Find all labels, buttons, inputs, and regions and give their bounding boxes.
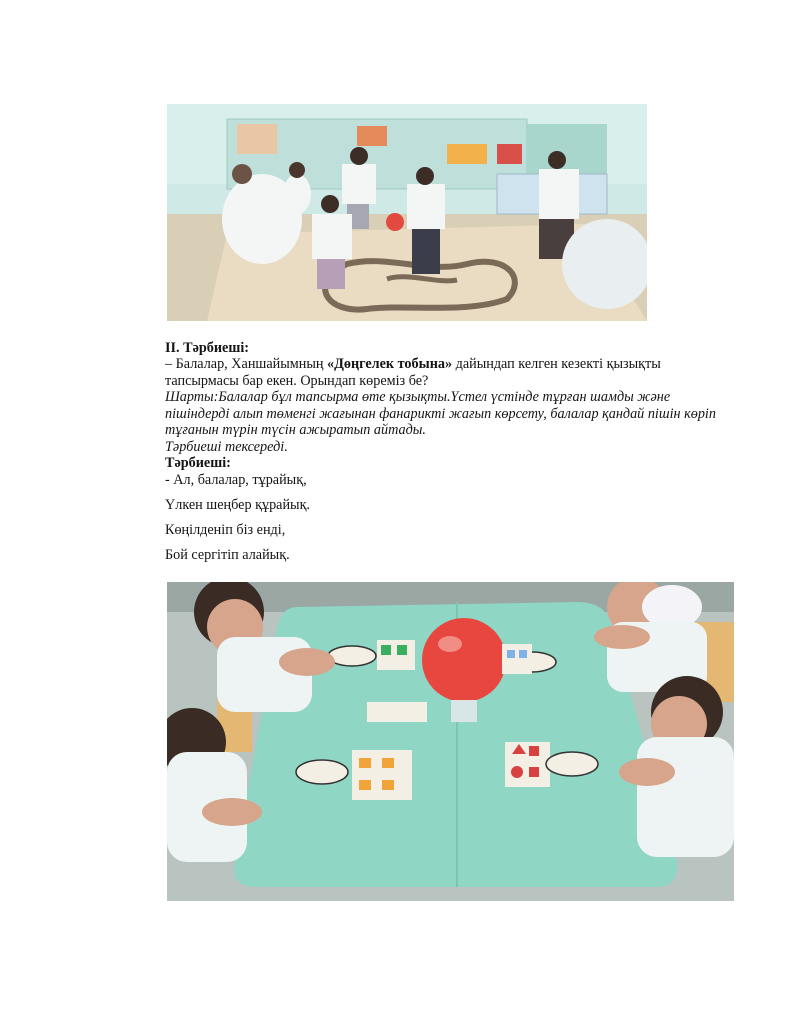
verse-line: - Ал, балалар, тұрайық, (165, 472, 307, 488)
condition-line: пішіндерді алып төменгі жағынан фанарикті жағып көрсету, балалар қандай пішін көріп (165, 406, 716, 422)
teacher-heading: Тәрбиеші: (165, 455, 231, 471)
verse-line: Көңілденіп біз енді, (165, 522, 286, 538)
paragraph-line: – Балалар, Ханшайымның «Дөңгелек тобына» дайындап келген кезекті қызықты (165, 356, 661, 372)
classroom-photo-top (167, 104, 647, 321)
condition-line: Шарты:Балалар бұл тапсырма өте қызықты.Үстел үстінде тұрған шамды және (165, 389, 671, 405)
section-heading: ІІ. Тәрбиеші: (165, 340, 249, 356)
verse-line: Үлкен шеңбер құрайық. (165, 497, 311, 513)
verse-line: Бой сергітіп алайық. (165, 547, 290, 563)
paragraph-line: тапсырмасы бар екен. Орындап көреміз бе? (165, 373, 429, 389)
condition-line: тұғанын түрін түсін ажыратып айтады. (165, 422, 426, 438)
table-activity-photo (167, 582, 734, 901)
teacher-checks-line: Тәрбиеші тексереді. (165, 439, 288, 455)
